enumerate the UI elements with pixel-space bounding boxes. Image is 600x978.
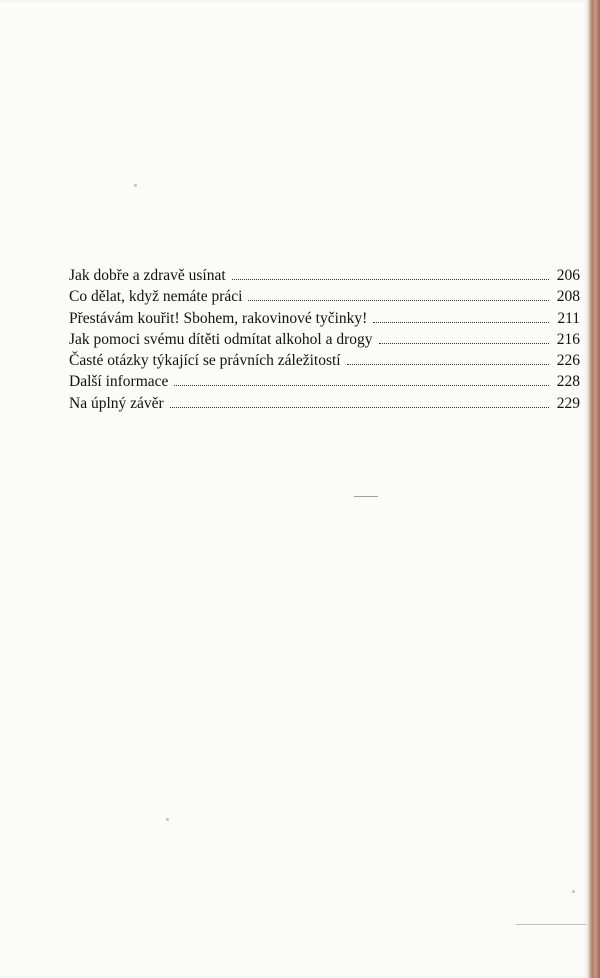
toc-entry-page: 206 [556, 267, 580, 284]
toc-entry [69, 288, 580, 309]
toc-entry-title: Co dělat, když nemáte práci [69, 288, 243, 306]
toc-entry [69, 352, 580, 373]
toc-entry [69, 310, 580, 331]
table-of-contents [69, 267, 580, 416]
toc-entry [69, 373, 580, 394]
toc-dot-leader [174, 385, 548, 386]
stray-pencil-mark [516, 924, 586, 925]
toc-entry-title: Časté otázky týkající se právních záležitostí [69, 352, 341, 370]
toc-dot-leader [379, 343, 549, 344]
toc-dot-leader [170, 407, 549, 408]
paper-speck [166, 818, 169, 821]
toc-entry-page: 228 [556, 373, 580, 391]
toc-entry [69, 395, 580, 416]
toc-entry-page: 229 [556, 394, 580, 412]
page-edge [588, 0, 600, 978]
toc-entry [69, 267, 580, 288]
toc-entry-page: 208 [556, 288, 580, 306]
toc-dot-leader [248, 300, 548, 301]
toc-entry-title: Jak pomoci svému dítěti odmítat alkohol a drogy [69, 330, 373, 348]
toc-entry-title: Na úplný závěr [69, 394, 164, 412]
toc-entry-title: Jak dobře a zdravě usínat [69, 267, 226, 284]
paper-speck [134, 184, 137, 187]
paper-speck [572, 890, 575, 893]
toc-entry-page: 226 [556, 352, 580, 370]
stray-pencil-mark [354, 496, 378, 497]
toc-dot-leader [373, 322, 549, 323]
toc-entry-page: 211 [557, 309, 580, 327]
toc-dot-leader [232, 279, 549, 280]
toc-entry-page: 216 [556, 330, 580, 348]
toc-dot-leader [347, 364, 549, 365]
toc-entry-title: Další informace [69, 373, 169, 391]
toc-entry-title: Přestávám kouřit! Sbohem, rakovinové tyčinky! [69, 309, 368, 327]
toc-entry [69, 331, 580, 352]
